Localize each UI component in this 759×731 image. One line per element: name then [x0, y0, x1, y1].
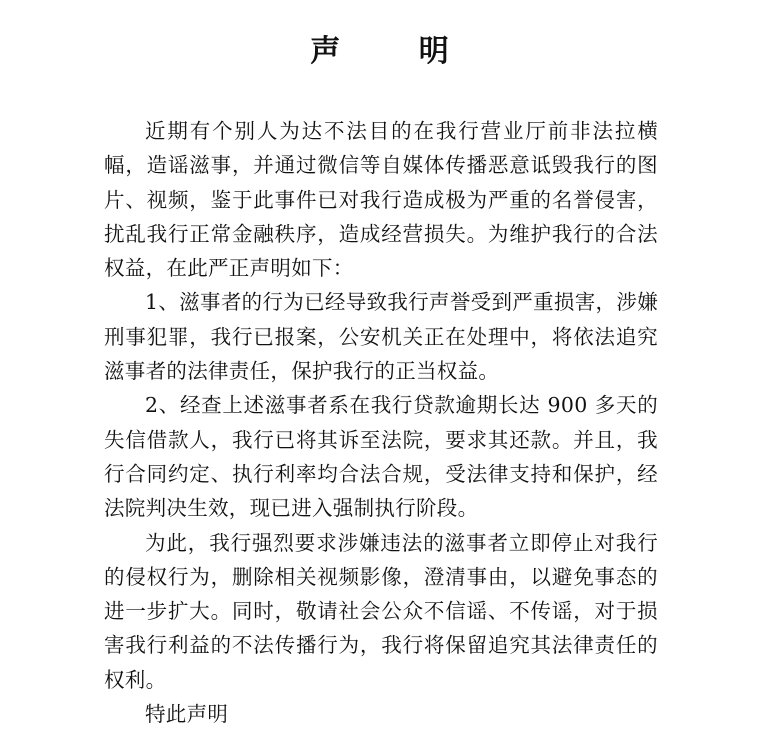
statement-item-1: 1、滋事者的行为已经导致我行声誉受到严重损害，涉嫌刑事犯罪，我行已报案，公安机关正在处理中，将依法追究滋事者的法律责任，保护我行的正当权益。 [104, 290, 658, 384]
document-title: 声 明 [310, 34, 483, 69]
intro-paragraph: 近期有个别人为达不法目的在我行营业厅前非法拉横幅，造谣滋事，并通过微信等自媒体传播恶意诋毁我行的图片、视频，鉴于此事件已对我行造成极为严重的名誉侵害，扰乱我行正常金融秩序，造成经营损失。为维护我行的合法权益，在此严正声明如下： [104, 119, 658, 281]
demand-paragraph: 为此，我行强烈要求涉嫌违法的滋事者立即停止对我行的侵权行为，删除相关视频影像，澄清事由，以避免事态的进一步扩大。同时，敬请社会公众不信谣、不传谣，对于损害我行利益的不法传播行为，我行将保留追究其法律责任的权利。 [104, 530, 658, 692]
document-body [104, 114, 658, 731]
closing-line: 特此声明 [145, 702, 229, 727]
statement-item-2: 2、经查上述滋事者系在我行贷款逾期长达 900 多天的失信借款人，我行已将其诉至法院，要求其还款。并且，我行合同约定、执行利率均合法合规，受法律支持和保护，经法院判决生效，现已进入强制执行阶段。 [104, 393, 658, 521]
